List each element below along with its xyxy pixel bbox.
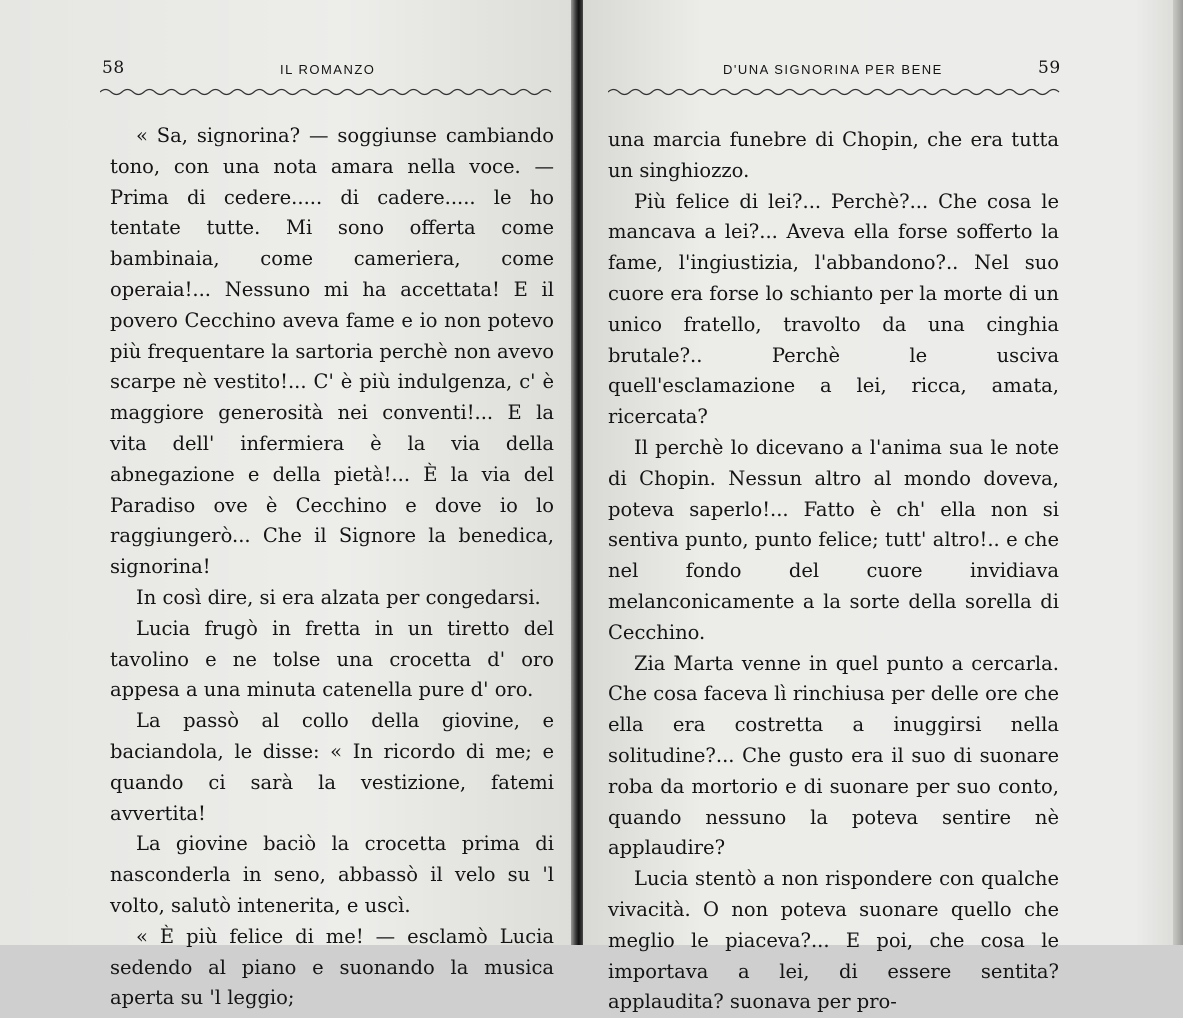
- page-edge: [1173, 0, 1183, 945]
- left-page-number: 58: [102, 58, 125, 78]
- right-page: [583, 0, 1183, 1014]
- right-running-head: D'UNA SIGNORINA PER BENE: [723, 62, 943, 77]
- paragraph: Zia Marta venne in quel punto a cercarla. Che cosa faceva lì rinchiusa per delle ore che ella era costretta a inuggirsi nella solitudine?... Che gusto era il suo di suonare roba da mortorio e di suonare per suo conto, quando nessuno la poteva sentire nè applaudire?: [608, 651, 1059, 860]
- paragraph: Più felice di lei?... Perchè?... Che cosa le mancava a lei?... Aveva ella forse sofferto la fame, l'ingiustizia, l'abbandono?.. Nel suo cuore era forse lo schianto per la morte di un unico fratello, travolto da una cinghia brutale?.. Perchè le usciva quell'esclamazione a lei, ricca, amata, ricercata?: [608, 189, 1059, 429]
- paragraph: La giovine baciò la crocetta prima di nasconderla in seno, abbassò il velo su 'l volto, salutò intenerita, e uscì.: [110, 832, 554, 917]
- paragraph: Il perchè lo dicevano a l'anima sua le note di Chopin. Nessun altro al mondo doveva, poteva saperlo!... Fatto è ch' ella non si sentiva punto, punto felice; tutt' altro!.. e che nel fondo del cuore invidiava melanconicamente a la sorte della sorella di Cecchino.: [608, 435, 1059, 644]
- left-wavy-rule: [100, 86, 554, 98]
- paragraph: Lucia frugò in fretta in un tiretto del tavolino e ne tolse una crocetta d' oro appesa a una minuta catenella pure d' oro.: [110, 616, 554, 702]
- right-page-number: 59: [1038, 58, 1061, 78]
- paragraph: La passò al collo della giovine, e baciandola, le disse: « In ricordo di me; e quando ci sarà la vestizione, fatemi avvertita!: [110, 709, 554, 825]
- paragraph: « È più felice di me! — esclamò Lucia sedendo al piano e suonando la musica aperta su 'l leggio;: [110, 924, 554, 1010]
- paragraph: « Sa, signorina? — soggiunse cambiando tono, con una nota amara nella voce. — Prima di cedere..... di cadere..... le ho tentate tutte. Mi sono offerta come bambinaia, come cameriera, come operaia!... Nessuno mi ha accettata! E il povero Cecchino aveva fame e io non potevo più frequentare la sartoria perchè non avevo scarpe nè vestito!... C' è più indulgenza, c' è maggiore generosità nei conventi!... E la vita dell' infermiera è la via della abnegazione e della pietà!... È la via del Paradiso ove è Cecchino e dove io lo raggiungerò... Che il Signore la benedica, signorina!: [110, 124, 554, 579]
- paragraph: In così dire, si era alzata per congedarsi.: [136, 585, 541, 609]
- paragraph: Lucia stentò a non rispondere con qualche vivacità. O non poteva suonare quello che meglio le piaceva?... E poi, che cosa le importava a lei, di essere sentita? applaudita? suonava per pro-: [608, 867, 1059, 1014]
- left-body-text: [110, 121, 554, 1014]
- left-page: [0, 0, 577, 1010]
- left-running-head: IL ROMANZO: [280, 62, 376, 77]
- right-wavy-rule: [608, 86, 1060, 98]
- right-body-text: [608, 125, 1059, 1018]
- paragraph: una marcia funebre di Chopin, che era tutta un singhiozzo.: [608, 128, 1059, 182]
